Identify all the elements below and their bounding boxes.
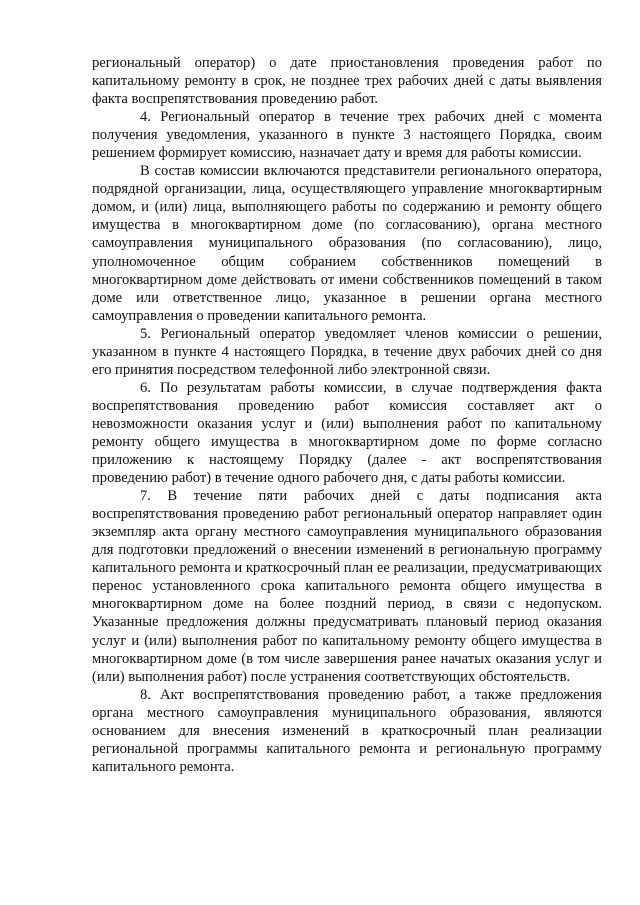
paragraph-item-7: 7. В течение пяти рабочих дней с даты подписания акта воспрепятствования проведению работ региональный оператор направляет один экземпляр акта органу местного самоуправления муниципального образования для подготовки предложений о внесении изменений в региональную программу капитального ремонта и краткосрочный план ее реализации, предусматривающих перенос установленного срока капитального ремонта общего имущества в многоквартирном доме на более поздний период, в связи с недопуском. Указанные предложения должны предусматривать плановый период оказания услуг и (или) выполнения работ по капитальному ремонту общего имущества в многоквартирном доме (в том числе завершения ранее начатых оказания услуг и (или) выполнения работ) после устранения соответствующих обстоятельств. bbox=[92, 488, 602, 685]
document-page bbox=[92, 54, 602, 776]
paragraph-item-6: 6. По результатам работы комиссии, в случае подтверждения факта воспрепятствования проведению работ комиссия составляет акт о невозможности оказания услуг и (или) выполнения работ по капитальному ремонту общего имущества в многоквартирном доме по форме согласно приложению к настоящему Порядку (далее - акт воспрепятствования проведению работ) в течение одного рабочего дня, с даты работы комиссии. bbox=[92, 379, 602, 487]
paragraph-continuation: региональный оператор) о дате приостановления проведения работ по капитальному ремонту в срок, не позднее трех рабочих дней с даты выявления факта воспрепятствования проведению работ. bbox=[92, 55, 602, 108]
paragraph-commission-composition: В состав комиссии включаются представители регионального оператора, подрядной организации, лица, осуществляющего управление многоквартирным домом, и (или) лица, выполняющего работы по содержанию и ремонту общего имущества в многоквартирном доме (по согласованию), органа местного самоуправления муниципального образования (по согласованию), лицо, уполномоченное общим собранием собственников помещений в многоквартирном доме действовать от имени собственников помещений в таком доме или ответственное лицо, указанное в решении органа местного самоуправления о проведении капитального ремонта. bbox=[92, 163, 602, 324]
paragraph-item-8: 8. Акт воспрепятствования проведению работ, а также предложения органа местного самоуправления муниципального образования, являются основанием для внесения изменений в краткосрочный план реализации региональной программы капитального ремонта и региональную программу капитального ремонта. bbox=[92, 686, 602, 775]
paragraph-item-5: 5. Региональный оператор уведомляет членов комиссии о решении, указанном в пункте 4 настоящего Порядка, в течение двух рабочих дней со дня его принятия посредством телефонной либо электронной связи. bbox=[92, 325, 602, 378]
paragraph-item-4: 4. Региональный оператор в течение трех рабочих дней с момента получения уведомления, указанного в пункте 3 настоящего Порядка, своим решением формирует комиссию, назначает дату и время для работы комиссии. bbox=[92, 109, 602, 162]
